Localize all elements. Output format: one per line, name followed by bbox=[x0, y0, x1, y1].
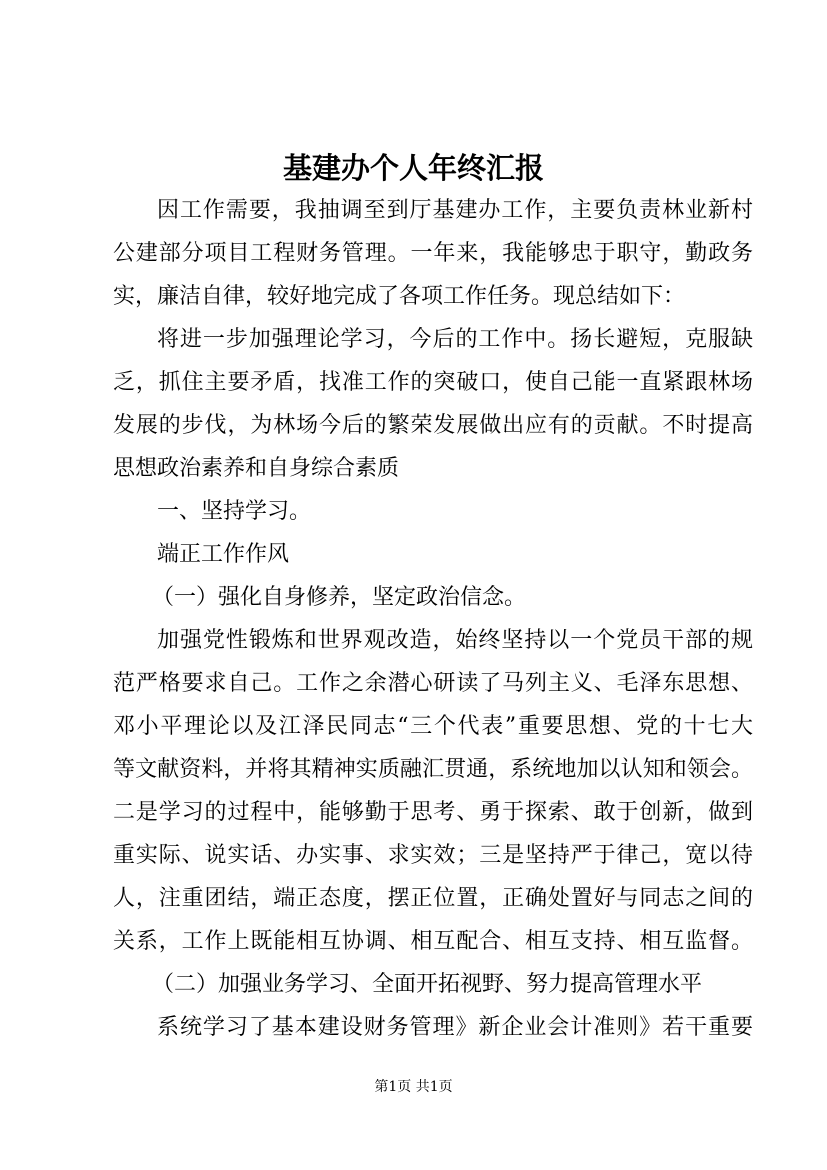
paragraph-line: 发展的步伐，为林场今后的繁荣发展做出应有的贡献。不时提高 bbox=[113, 413, 753, 438]
paragraph-line: 乏，抓住主要矛盾，找准工作的突破口，使自己能一直紧跟林场 bbox=[113, 370, 753, 395]
paragraph-line: 等文献资料，并将其精神实质融汇贯通，系统地加以认知和领会。 bbox=[113, 757, 753, 782]
paragraph-line: 系统学习了基本建设财务管理》新企业会计准则》若干重要 bbox=[157, 1015, 753, 1040]
paragraph-line: 因工作需要，我抽调至到厅基建办工作，主要负责林业新村 bbox=[157, 198, 753, 223]
section-heading: 端正工作作风 bbox=[157, 542, 290, 567]
paragraph-line: 人，注重团结，端正态度，摆正位置，正确处置好与同志之间的 bbox=[113, 886, 753, 911]
document-title: 基建办个人年终汇报 bbox=[282, 151, 544, 185]
paragraph-line: 关系，工作上既能相互协调、相互配合、相互支持、相互监督。 bbox=[113, 929, 753, 954]
paragraph-line: 加强党性锻炼和世界观改造，始终坚持以一个党员干部的规 bbox=[157, 628, 753, 653]
paragraph-line: 范严格要求自己。工作之余潜心研读了马列主义、毛泽东思想、 bbox=[113, 671, 753, 696]
paragraph-line: 实，廉洁自律，较好地完成了各项工作任务。现总结如下： bbox=[113, 284, 686, 309]
paragraph-line: 邓小平理论以及江泽民同志“三个代表”重要思想、党的十七大 bbox=[113, 714, 753, 739]
paragraph-line: 重实际、说实话、办实事、求实效；三是坚持严于律己，宽以待 bbox=[113, 843, 753, 868]
page-number: 第1页 共1页 bbox=[374, 1079, 453, 1095]
paragraph-line: 公建部分项目工程财务管理。一年来，我能够忠于职守，勤政务 bbox=[113, 241, 753, 266]
paragraph-line: 二是学习的过程中，能够勤于思考、勇于探索、敢于创新，做到 bbox=[113, 800, 753, 825]
subsection-heading: （二）加强业务学习、全面开拓视野、努力提高管理水平 bbox=[152, 972, 703, 997]
subsection-heading: （一）强化自身修养，坚定政治信念。 bbox=[152, 585, 527, 610]
section-heading: 一、坚持学习。 bbox=[157, 499, 312, 524]
paragraph-line: 将进一步加强理论学习，今后的工作中。扬长避短，克服缺 bbox=[157, 327, 753, 352]
paragraph-line: 思想政治素养和自身综合素质 bbox=[113, 456, 400, 481]
